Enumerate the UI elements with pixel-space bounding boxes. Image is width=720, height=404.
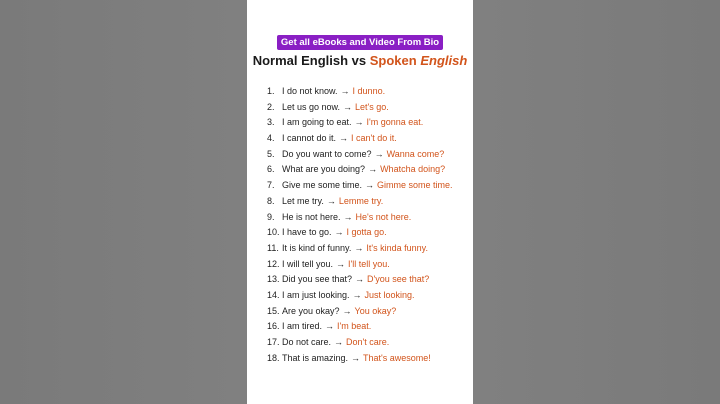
page-title: [247, 53, 473, 68]
content-card: [247, 0, 473, 404]
arrow-icon: →: [354, 117, 364, 128]
item-number: 1.: [267, 86, 275, 96]
arrow-icon: →: [343, 211, 353, 222]
ebooks-banner[interactable]: Get all eBooks and Video From Bio: [277, 35, 443, 50]
list-item: [267, 147, 467, 163]
item-number: 7.: [267, 180, 275, 191]
list-item: [267, 319, 467, 335]
list-item: [267, 257, 467, 273]
list-item: [267, 272, 467, 288]
normal-phrase: I am just looking.: [282, 289, 350, 300]
spoken-phrase: Gimme some time.: [377, 180, 453, 191]
spoken-phrase: I'm beat.: [337, 321, 372, 332]
normal-phrase: That is amazing.: [282, 352, 349, 363]
list-item: [267, 178, 467, 194]
arrow-icon: →: [325, 321, 335, 332]
list-item: [267, 225, 467, 241]
item-number: 6.: [267, 164, 275, 175]
normal-phrase: Do you want to come?: [282, 148, 372, 159]
normal-phrase: Did you see that?: [282, 274, 353, 285]
phrase-list: [267, 84, 467, 366]
item-number: 14.: [267, 289, 280, 300]
list-item: [267, 351, 467, 367]
arrow-icon: →: [340, 86, 350, 96]
arrow-icon: →: [354, 242, 364, 253]
normal-phrase: It is kind of funny.: [282, 242, 352, 253]
item-number: 11.: [267, 242, 279, 253]
list-item: [267, 100, 467, 116]
spoken-phrase: I'm gonna eat.: [366, 117, 424, 128]
title-normal: Normal English vs: [252, 53, 370, 68]
normal-phrase: Are you okay?: [282, 305, 340, 316]
normal-phrase: I am tired.: [282, 321, 323, 332]
spoken-phrase: Let's go.: [355, 101, 389, 112]
spoken-phrase: You okay?: [354, 305, 397, 316]
item-number: 3.: [267, 117, 275, 128]
spoken-phrase: I dunno.: [352, 86, 386, 96]
item-number: 16.: [267, 321, 280, 332]
title-spoken: Spoken: [369, 53, 421, 68]
spoken-phrase: I'll tell you.: [348, 258, 390, 269]
arrow-icon: →: [343, 101, 353, 112]
normal-phrase: What are you doing?: [282, 164, 366, 175]
arrow-icon: →: [334, 227, 344, 238]
normal-phrase: Give me some time.: [282, 180, 363, 191]
normal-phrase: I do not know.: [282, 86, 338, 96]
arrow-icon: →: [339, 133, 349, 144]
item-number: 5.: [267, 148, 275, 159]
item-number: 9.: [267, 211, 275, 222]
arrow-icon: →: [351, 352, 361, 363]
spoken-phrase: Whatcha doing?: [380, 164, 446, 175]
spoken-phrase: I gotta go.: [346, 227, 387, 238]
arrow-icon: →: [374, 148, 384, 159]
spoken-phrase: I can't do it.: [351, 133, 397, 144]
arrow-icon: →: [334, 337, 344, 347]
spoken-phrase: He's not here.: [355, 211, 412, 222]
spoken-phrase: That's awesome!: [363, 352, 431, 363]
title-english: English: [420, 53, 468, 68]
normal-phrase: I have to go.: [282, 227, 332, 238]
normal-phrase: I am going to eat.: [282, 117, 352, 128]
list-item: [267, 131, 467, 147]
list-item: [267, 210, 467, 226]
list-item: [267, 84, 467, 100]
item-number: 13.: [267, 274, 280, 285]
arrow-icon: →: [365, 180, 375, 191]
arrow-icon: →: [355, 274, 365, 285]
list-item: [267, 162, 467, 178]
arrow-icon: →: [336, 258, 346, 269]
spoken-phrase: Wanna come?: [386, 148, 445, 159]
arrow-icon: →: [326, 195, 336, 206]
item-number: 4.: [267, 133, 275, 144]
list-item: [267, 304, 467, 320]
spoken-phrase: D'you see that?: [367, 274, 430, 285]
normal-phrase: I cannot do it.: [282, 133, 337, 144]
spoken-phrase: Lemme try.: [338, 195, 384, 206]
spoken-phrase: Don't care.: [346, 337, 390, 347]
normal-phrase: Let us go now.: [282, 101, 341, 112]
list-item: [267, 288, 467, 304]
item-number: 8.: [267, 195, 275, 206]
list-item: [267, 335, 467, 351]
arrow-icon: →: [342, 305, 352, 316]
normal-phrase: Let me try.: [282, 195, 324, 206]
left-backdrop: [0, 0, 247, 404]
normal-phrase: He is not here.: [282, 211, 341, 222]
right-backdrop: [473, 0, 720, 404]
normal-phrase: Do not care.: [282, 337, 332, 347]
item-number: 15.: [267, 305, 280, 316]
item-number: 10.: [267, 227, 280, 238]
arrow-icon: →: [352, 289, 362, 300]
list-item: [267, 194, 467, 210]
item-number: 17.: [267, 337, 280, 347]
normal-phrase: I will tell you.: [282, 258, 334, 269]
item-number: 12.: [267, 258, 280, 269]
arrow-icon: →: [368, 164, 378, 175]
item-number: 18.: [267, 352, 280, 363]
spoken-phrase: Just looking.: [364, 289, 415, 300]
item-number: 2.: [267, 101, 275, 112]
list-item: [267, 241, 467, 257]
spoken-phrase: It's kinda funny.: [366, 242, 428, 253]
list-item: [267, 115, 467, 131]
